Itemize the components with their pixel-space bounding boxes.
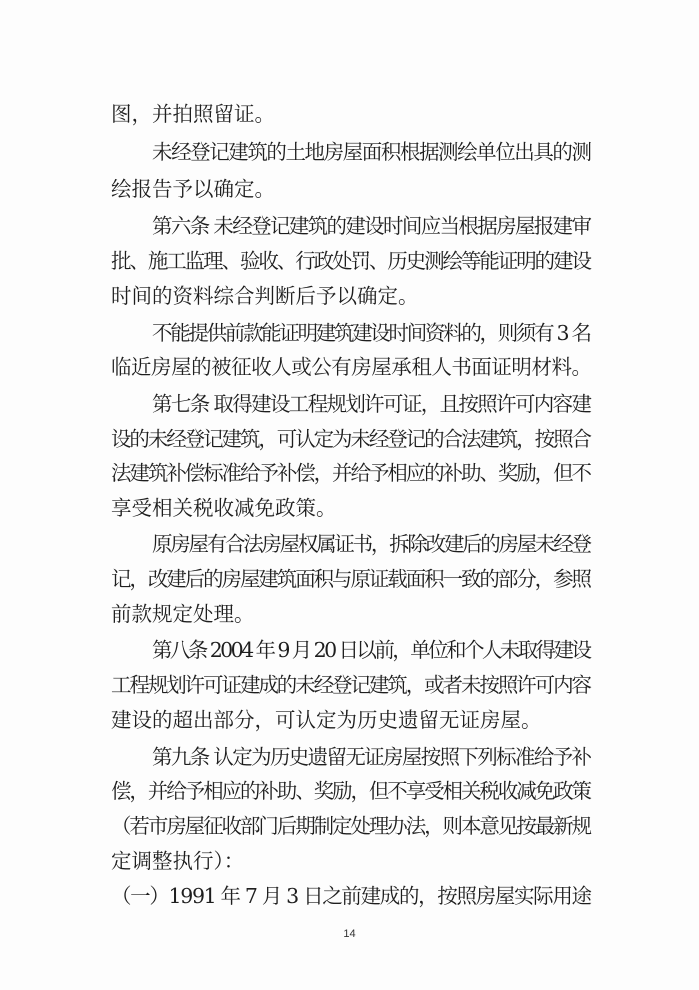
text-line-11-content: 法建筑补偿标准给予补偿，并给予相应的补助、奖励，但不 xyxy=(111,461,590,485)
text-line-21 xyxy=(111,811,699,841)
text-line-2 xyxy=(152,137,699,167)
text-line-18 xyxy=(111,705,699,735)
text-line-10 xyxy=(111,424,699,454)
text-line-6 xyxy=(111,281,699,311)
text-line-3 xyxy=(111,174,699,204)
text-line-10-content: 设的未经登记建筑，可认定为未经登记的合法建筑，按照合 xyxy=(111,427,590,451)
text-line-14-content: 记，改建后的房屋建筑面积与原证载面积一致的部分，参照 xyxy=(111,567,590,591)
text-line-20 xyxy=(111,776,699,806)
text-line-8-content: 临近房屋的被征收人或公有房屋承租人书面证明材料。 xyxy=(111,355,592,379)
text-line-22-content: 定调整执行）： xyxy=(111,849,245,873)
text-line-5-content: 批、施工监理、验收、行政处罚、历史测绘等能证明的建设 xyxy=(111,249,590,273)
text-line-7 xyxy=(152,318,699,348)
text-line-12-content: 享受相关税收减免政策。 xyxy=(111,496,337,520)
text-line-7-content: 不能提供前款能证明建筑建设时间资料的，则须有 3 名 xyxy=(152,321,590,345)
text-line-20-content: 偿，并给予相应的补助、奖励，但不享受相关税收减免政策 xyxy=(111,779,590,803)
text-line-9-content: 第七条 取得建设工程规划许可证，且按照许可内容建 xyxy=(152,392,591,416)
text-line-23 xyxy=(111,881,699,911)
text-line-15-content: 前款规定处理。 xyxy=(111,602,255,626)
text-line-22 xyxy=(111,846,699,876)
text-line-17-content: 工程规划许可证建成的未经登记建筑，或者未按照许可内容 xyxy=(111,673,590,697)
text-line-16-content: 第八条 2004 年 9 月 20 日以前，单位和个人未取得建设 xyxy=(152,638,590,662)
text-line-5 xyxy=(111,246,699,276)
text-line-21-content: （若市房屋征收部门后期制定处理办法，则本意见按最新规 xyxy=(111,814,590,838)
text-line-13 xyxy=(152,529,699,559)
text-line-19 xyxy=(152,742,699,772)
text-line-3-content: 绘报告予以确定。 xyxy=(111,177,275,201)
text-line-8 xyxy=(111,352,699,382)
text-line-1 xyxy=(111,99,699,129)
text-line-9 xyxy=(152,389,699,419)
text-line-11 xyxy=(111,458,699,488)
text-line-23-content: （一）1991 年 7 月 3 日之前建成的，按照房屋实际用途 xyxy=(111,884,591,908)
text-line-16 xyxy=(152,635,699,665)
text-line-18-content: 建设的超出部分，可认定为历史遗留无证房屋。 xyxy=(111,708,542,732)
text-line-17 xyxy=(111,670,699,700)
text-line-2-content: 未经登记建筑的土地房屋面积根据测绘单位出具的测 xyxy=(152,140,591,164)
text-line-1-content: 图，并拍照留证。 xyxy=(111,102,275,126)
text-line-6-content: 时间的资料综合判断后予以确定。 xyxy=(111,284,419,308)
text-line-19-content: 第九条 认定为历史遗留无证房屋按照下列标准给予补 xyxy=(152,745,591,769)
page-number: 14 xyxy=(343,928,356,940)
text-line-4-content: 第六条 未经登记建筑的建设时间应当根据房屋报建审 xyxy=(152,214,591,238)
text-line-13-content: 原房屋有合法房屋权属证书，拆除改建后的房屋未经登 xyxy=(152,532,590,556)
text-line-15 xyxy=(111,599,699,629)
text-line-12 xyxy=(111,493,699,523)
text-line-4 xyxy=(152,211,699,241)
text-line-14 xyxy=(111,564,699,594)
